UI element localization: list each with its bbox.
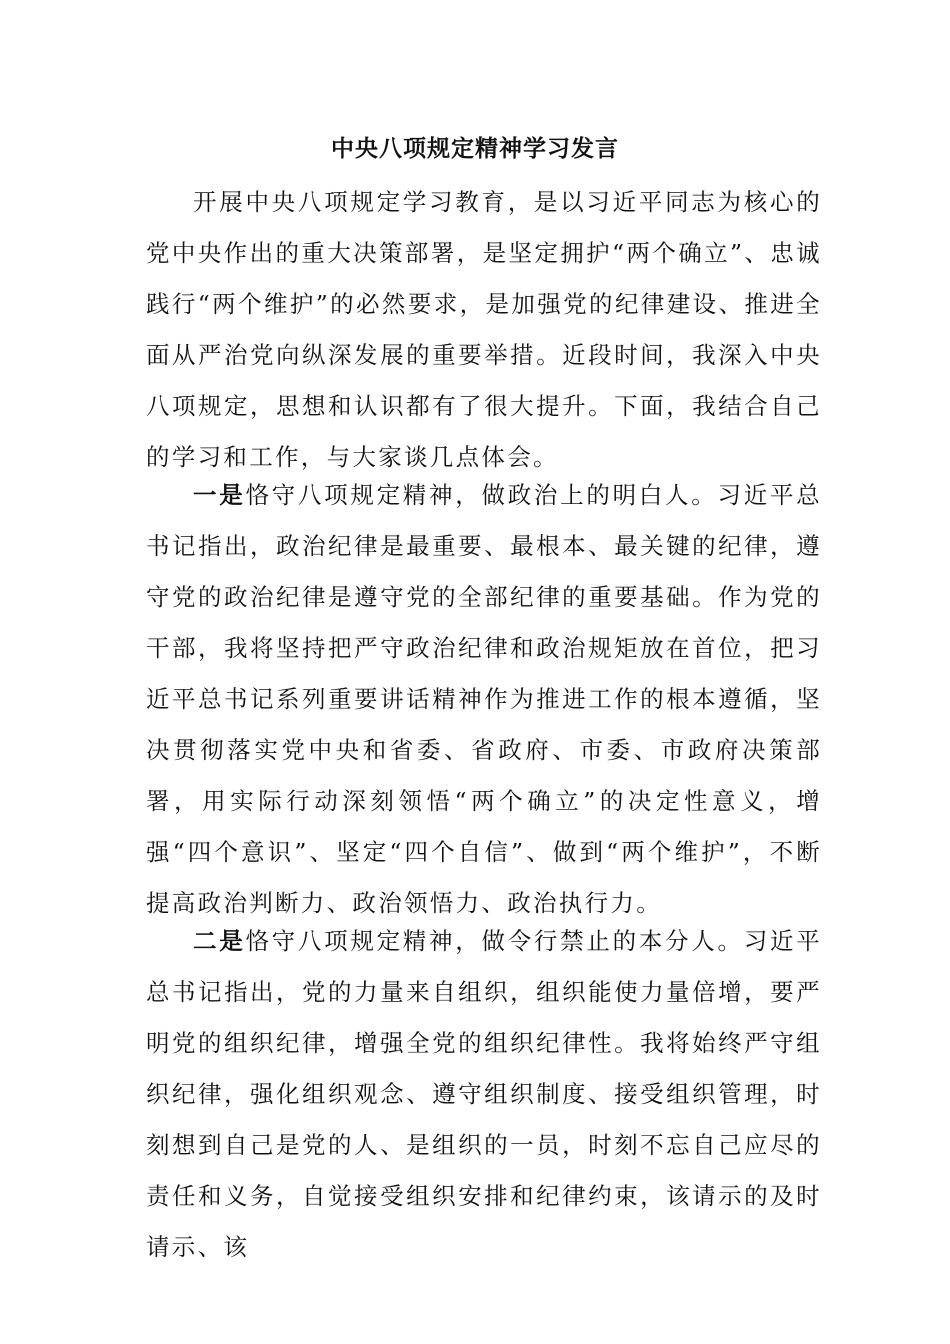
paragraph-point-two bbox=[146, 916, 822, 1273]
paragraph-text: 恪守八项规定精神，做政治上的明白人。习近平总书记指出，政治纪律是最重要、最根本、最关键的纪律，遵守党的政治纪律是遵守党的全部纪律的重要基础。作为党的干部，我将坚持把严守政治纪律和政治规矩放在首位，把习近平总书记系列重要讲话精神作为推进工作的根本遵循，坚决贯彻落实党中央和省委、省政府、市委、市政府决策部署，用实际行动深刻领悟“两个确立”的决定性意义，增强“四个意识”、坚定“四个自信”、做到“两个维护”，不断提高政治判断力、政治领悟力、政治执行力。 bbox=[146, 481, 822, 917]
paragraph-lead: 一是 bbox=[193, 481, 246, 509]
document-title: 中央八项规定精神学习发言 bbox=[331, 135, 619, 162]
paragraph-point-one bbox=[146, 470, 822, 929]
paragraph-body bbox=[146, 470, 822, 929]
paragraph-body bbox=[146, 916, 822, 1273]
paragraph-text: 开展中央八项规定学习教育，是以习近平同志为核心的党中央作出的重大决策部署，是坚定拥护“两个确立”、忠诚践行“两个维护”的必然要求，是加强党的纪律建设、推进全面从严治党向纵深发展的重要举措。近段时间，我深入中央八项规定，思想和认识都有了很大提升。下面，我结合自己的学习和工作，与大家谈几点体会。 bbox=[146, 188, 822, 471]
paragraph-lead: 二是 bbox=[193, 927, 246, 955]
paragraph-text: 恪守八项规定精神，做令行禁止的本分人。习近平总书记指出，党的力量来自组织，组织能使力量倍增，要严明党的组织纪律，增强全党的组织纪律性。我将始终严守组织纪律，强化组织观念、遵守组织制度、接受组织管理，时刻想到自己是党的人、是组织的一员，时刻不忘自己应尽的责任和义务，自觉接受组织安排和纪律约束，该请示的及时请示、该 bbox=[146, 927, 822, 1261]
paragraph-intro bbox=[146, 177, 822, 483]
